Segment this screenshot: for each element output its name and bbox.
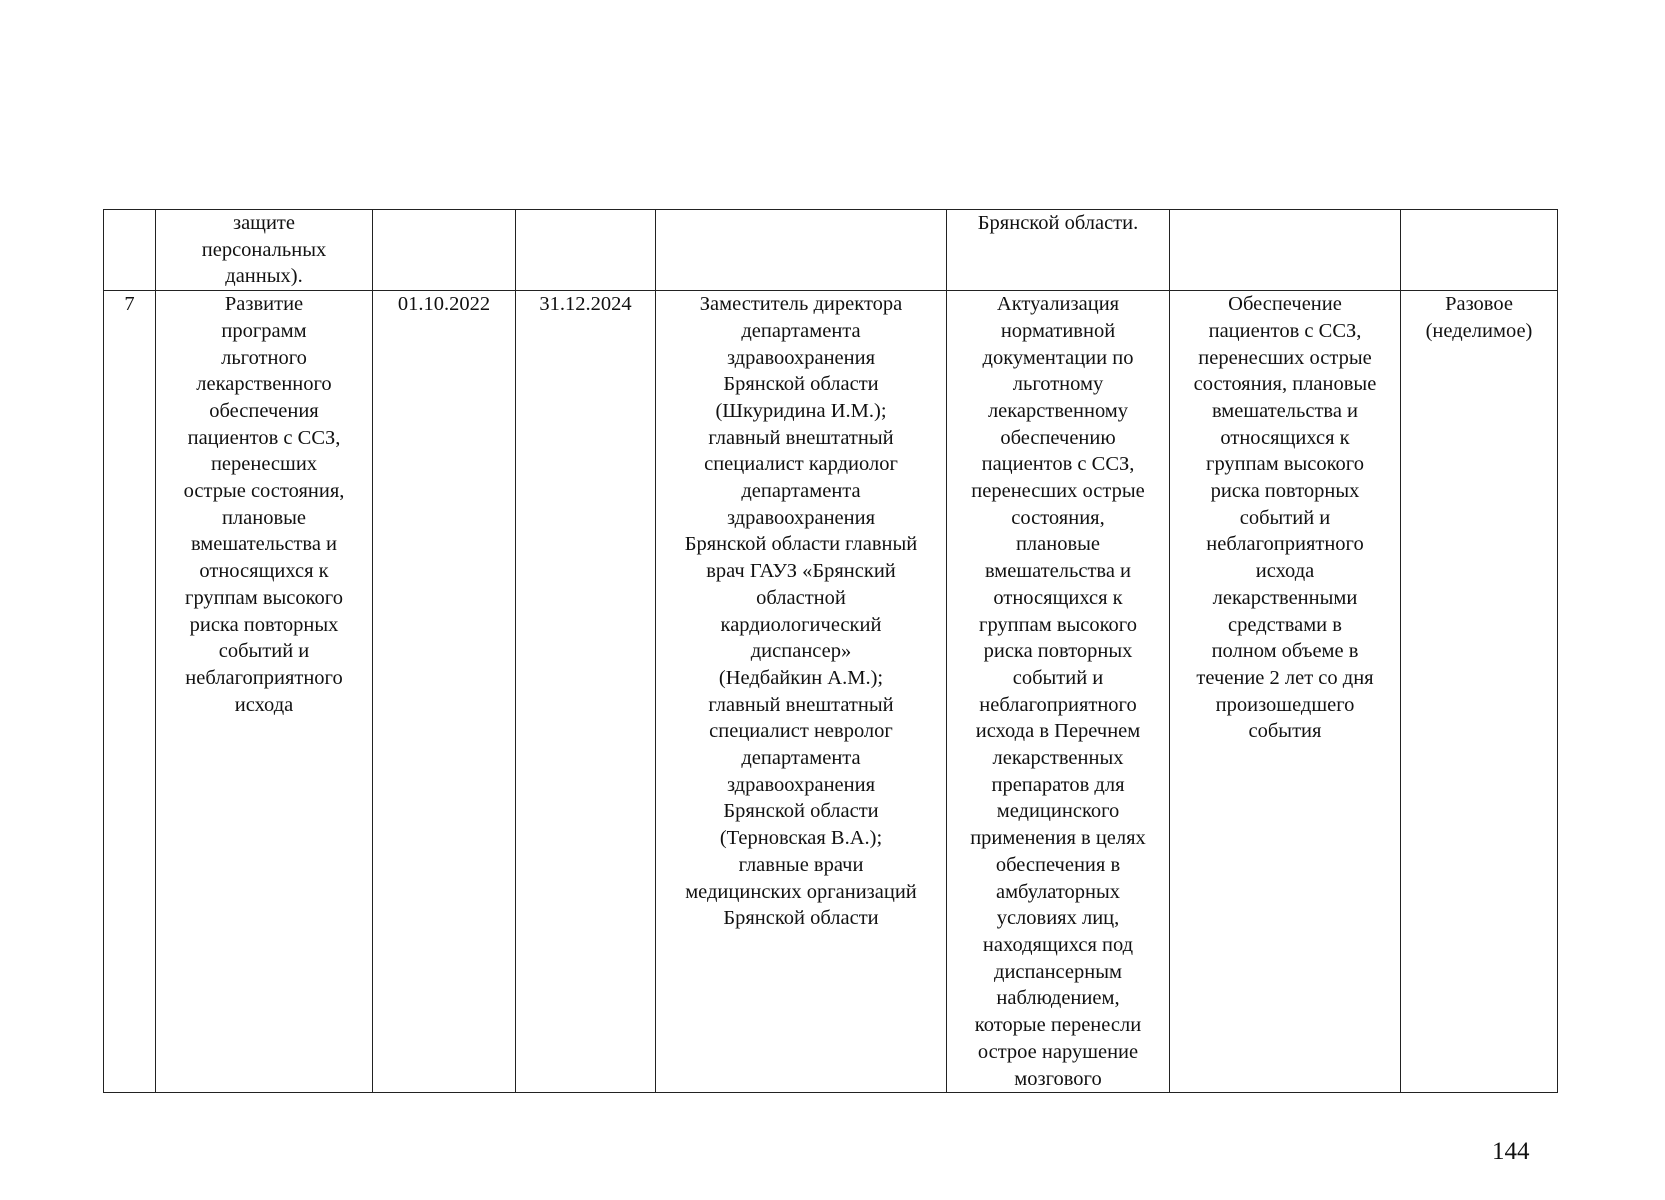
table-row-continuation bbox=[104, 210, 1558, 291]
cell-name: Развитие программ льготного лекарственного обеспечения пациентов с ССЗ, перенесших острые состояния, плановые вмешательства и относящихся к группам высокого риска повторных событий и неблагоприятного исхода bbox=[156, 291, 373, 1093]
cell-start-date: 01.10.2022 bbox=[373, 291, 516, 1093]
measures-table bbox=[103, 209, 1558, 1093]
cell-number bbox=[104, 210, 156, 291]
cell-result: Актуализация нормативной документации по льготному лекарственному обеспечению пациентов с ССЗ, перенесших острые состояния, плановые вмешательства и относящихся к группам высокого риска повторных событий и неблагоприятного исхода в Перечнем лекарственных препаратов для медицинского применения в целях обеспечения в амбулаторных условиях лиц, находящихся под диспансерным наблюдением, которые перенесли острое нарушение мозгового bbox=[947, 291, 1170, 1093]
cell-name: защите персональных данных). bbox=[156, 210, 373, 291]
cell-result: Брянской области. bbox=[947, 210, 1170, 291]
cell-responsible bbox=[656, 210, 947, 291]
cell-indicator: Обеспечение пациентов с ССЗ, перенесших острые состояния, плановые вмешательства и относящихся к группам высокого риска повторных событий и неблагоприятного исхода лекарственными средствами в полном объеме в течение 2 лет со дня произошедшего события bbox=[1170, 291, 1401, 1093]
cell-frequency: Разовое (неделимое) bbox=[1401, 291, 1558, 1093]
cell-end-date bbox=[516, 210, 656, 291]
cell-start-date bbox=[373, 210, 516, 291]
cell-indicator bbox=[1170, 210, 1401, 291]
table-row-7 bbox=[104, 291, 1558, 1093]
page-number: 144 bbox=[1492, 1138, 1530, 1165]
cell-frequency bbox=[1401, 210, 1558, 291]
cell-number: 7 bbox=[104, 291, 156, 1093]
cell-end-date: 31.12.2024 bbox=[516, 291, 656, 1093]
cell-responsible: Заместитель директора департамента здравоохранения Брянской области (Шкуридина И.М.); главный внештатный специалист кардиолог департамента здравоохранения Брянской области главный врач ГАУЗ «Брянский областной кардиологический диспансер» (Недбайкин А.М.); главный внештатный специалист невролог департамента здравоохранения Брянской области (Терновская В.А.); главные врачи медицинских организаций Брянской области bbox=[656, 291, 947, 1093]
